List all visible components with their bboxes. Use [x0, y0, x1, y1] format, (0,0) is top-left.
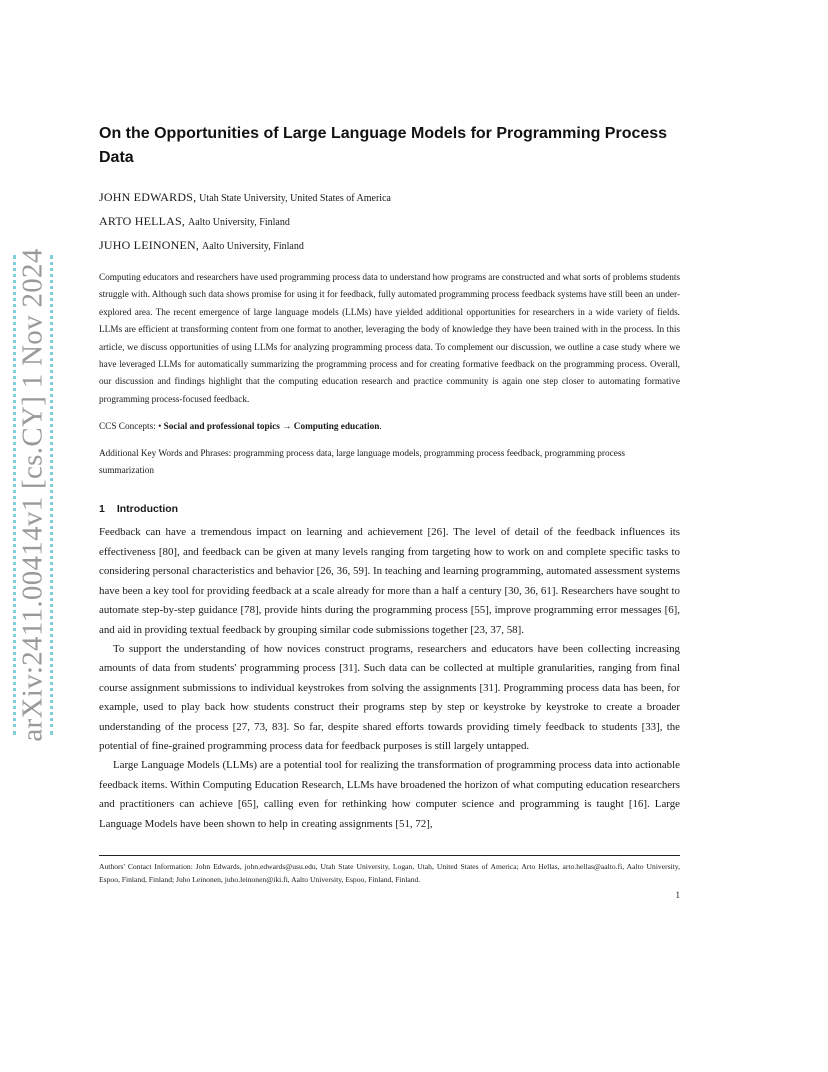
- author-affiliation: Aalto University, Finland: [202, 241, 304, 252]
- section-title: Introduction: [116, 503, 179, 516]
- author-affiliation: Utah State University, United States of America: [199, 193, 391, 204]
- section-heading: [99, 501, 680, 517]
- author-affiliation: Aalto University, Finland: [188, 217, 290, 228]
- ccs-concept-list: Social and professional topics → Computing education: [163, 422, 380, 433]
- section-number: 1: [99, 503, 105, 516]
- keywords: Additional Key Words and Phrases: programming process data, large language models, programming process feedback, programming process summarization: [99, 448, 626, 477]
- author-name: JOHN EDWARDS,: [99, 190, 197, 204]
- ccs-concepts: [99, 419, 680, 436]
- ccs-end: .: [379, 422, 382, 433]
- page-number: 1: [675, 890, 680, 900]
- footnote-divider: [99, 855, 680, 856]
- ccs-label: CCS Concepts: •: [99, 422, 162, 433]
- paper-title: On the Opportunities of Large Language Models for Programming Process Data: [99, 125, 668, 166]
- author-contact-footnote: Authors' Contact Information: John Edwards, john.edwards@usu.edu, Utah State University, Logan, Utah, United States of America; Arto Hellas, arto.hellas@aalto.fi, Aalto University, Espoo, Finland, Finland; Juho Leinonen, juho.leinonen@iki.fi, Aalto University, Espoo, Finland, Finland.: [99, 862, 680, 884]
- paragraph: Large Language Models (LLMs) are a potential tool for realizing the transformation of programming process data into actionable feedback items. Within Computing Education Research, LLMs have broadened the horizon of what computing education researchers and practitioners can achieve [65], calling even for rethinking how computer science and programming is taught [16]. Large Language Models have been shown to help in creating assignments [51, 72],: [99, 759, 680, 830]
- paper-page: [99, 122, 680, 834]
- author-entry: [99, 210, 680, 234]
- section-body: [99, 523, 680, 834]
- arxiv-identifier[interactable]: arXiv:2411.00414v1 [cs.CY] 1 Nov 2024: [16, 248, 49, 742]
- paragraph: To support the understanding of how novices construct programs, researchers and educators have been collecting increasing amounts of data from students' programming process [31]. Such data can be collected at multiple granularities, ranging from final course assignment submissions to individual keystrokes from solving the assignments [31]. Programming process data has been, for example, used to play back how students construct their programs step by step or keystroke by keystroke to create a broader understanding of the process [27, 73, 83]. So far, despite shared efforts towards providing timely feedback to students [33], the potential of fine-grained programming process data for feedback purposes is still largely untapped.: [99, 642, 680, 752]
- paragraph: Feedback can have a tremendous impact on learning and achievement [26]. The level of detail of the feedback influences its effectiveness [80], and feedback can be given at many levels ranging from targeting how to work on and complete specific tasks to considering personal characteristics and behavior [26, 36, 59]. In teaching and learning programming, automated assessment systems have been a key tool for providing feedback at a scale already for more than a half a century [30, 36, 61]. Researchers have sought to automate step-by-step guidance [78], provide hints during the programming process [55], improve programming error messages [6], and aid in providing textual feedback by grouping similar code submissions together [23, 37, 58].: [99, 526, 680, 636]
- author-name: JUHO LEINONEN,: [99, 238, 200, 252]
- author-name: ARTO HELLAS,: [99, 214, 186, 228]
- abstract: Computing educators and researchers have used programming process data to understand how programs are constructed and what sorts of problems students struggle with. Although such data shows promise for using it for feedback, fully automated programming process feedback systems have still been an under-explored area. The recent emergence of large language models (LLMs) have yielded additional opportunities for researchers in a wide variety of fields. LLMs are efficient at transforming content from one format to another, leveraging the body of knowledge they have been trained with in the process. In this article, we discuss opportunities of using LLMs for analyzing programming process data. To complement our discussion, we outline a case study where we have leveraged LLMs for automatically summarizing the programming process and for creating formative feedback on the programming process. Overall, our discussion and findings highlight that the computing education research and practice community is again one step closer to automating formative programming process-focused feedback.: [99, 273, 680, 405]
- author-entry: [99, 234, 680, 258]
- author-list: [99, 186, 680, 258]
- arxiv-sidebar: [8, 248, 58, 742]
- author-entry: [99, 186, 680, 210]
